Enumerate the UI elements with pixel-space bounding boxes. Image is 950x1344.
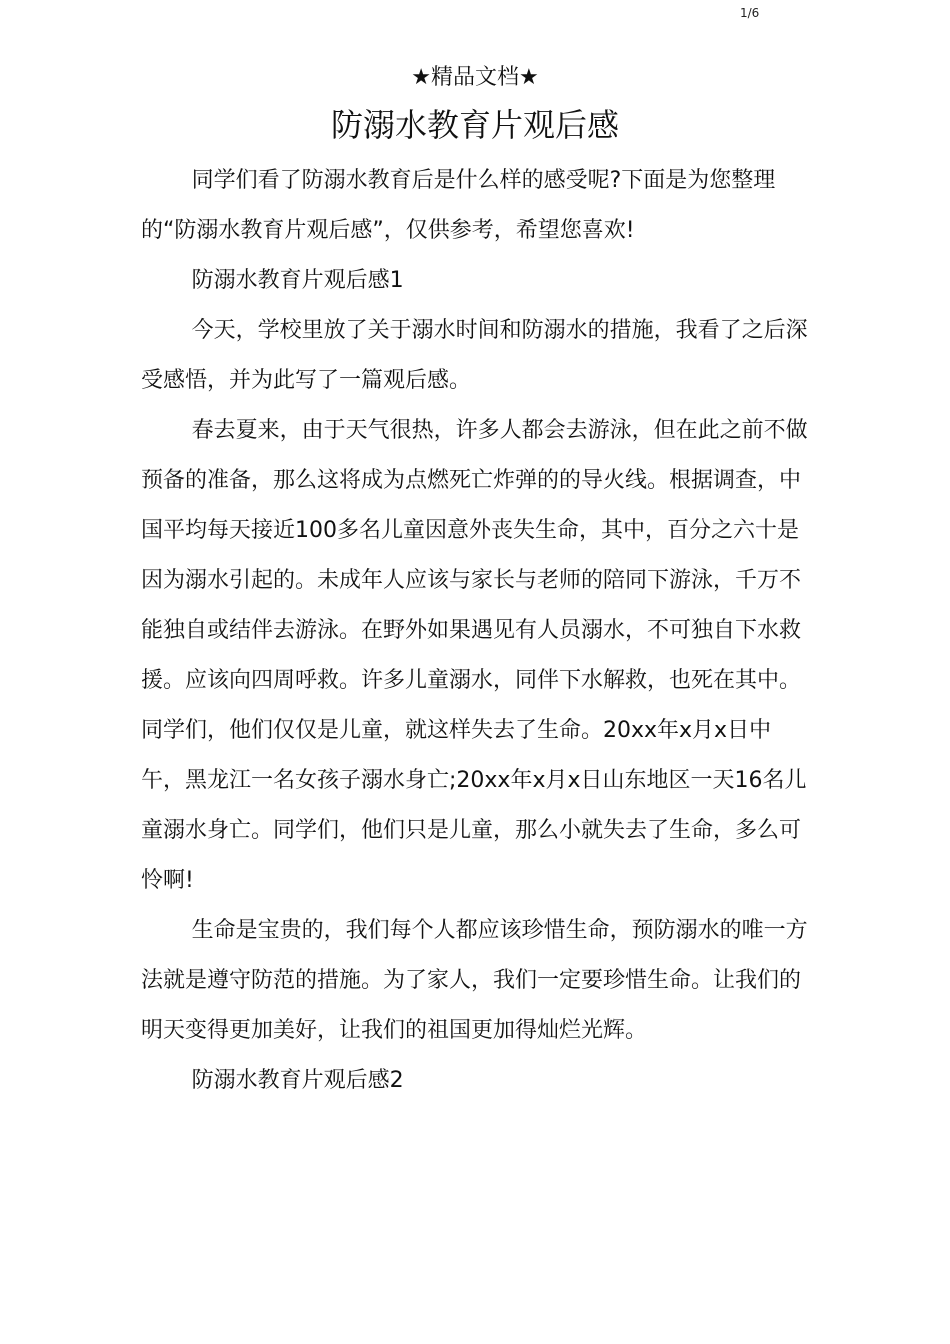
header-tag: ★精品文档★	[411, 65, 539, 90]
page-number: 1/6	[740, 6, 760, 20]
body-paragraph: 生命是宝贵的，我们每个人都应该珍惜生命，预防溺水的唯一方法就是遵守防范的措施。为了家人，我们一定要珍惜生命。让我们的明天变得更加美好，让我们的祖国更加得灿烂光辉。	[141, 918, 808, 1043]
document-title: 防溺水教育片观后感	[330, 106, 619, 144]
body-paragraph: 春去夏来，由于天气很热，许多人都会去游泳，但在此之前不做预备的准备，那么这将成为点燃死亡炸弹的的导火线。根据调查，中国平均每天接近100多名儿童因意外丧失生命，其中，百分之六十是因为溺水引起的。未成年人应该与家长与老师的陪同下游泳，千万不能独自或结伴去游泳。在野外如果遇见有人员溺水，不可独自下水救援。应该向四周呼救。许多儿童溺水，同伴下水解救，也死在其中。同学们，他们仅仅是儿童，就这样失去了生命。20xx年x月x日中午，黑龙江一名女孩子溺水身亡;20xx年x月x日山东地区一天16名儿童溺水身亡。同学们，他们只是儿童，那么小就失去了生命，多么可怜啊!	[141, 418, 808, 893]
section-heading-1: 防溺水教育片观后感1	[191, 268, 404, 293]
body-paragraph: 今天，学校里放了关于溺水时间和防溺水的措施，我看了之后深受感悟，并为此写了一篇观后感。	[141, 318, 808, 393]
section-heading-2: 防溺水教育片观后感2	[191, 1068, 404, 1093]
document-body	[141, 156, 813, 1106]
intro-paragraph: 同学们看了防溺水教育后是什么样的感受呢?下面是为您整理的“防溺水教育片观后感”，仅供参考，希望您喜欢!	[141, 168, 776, 243]
